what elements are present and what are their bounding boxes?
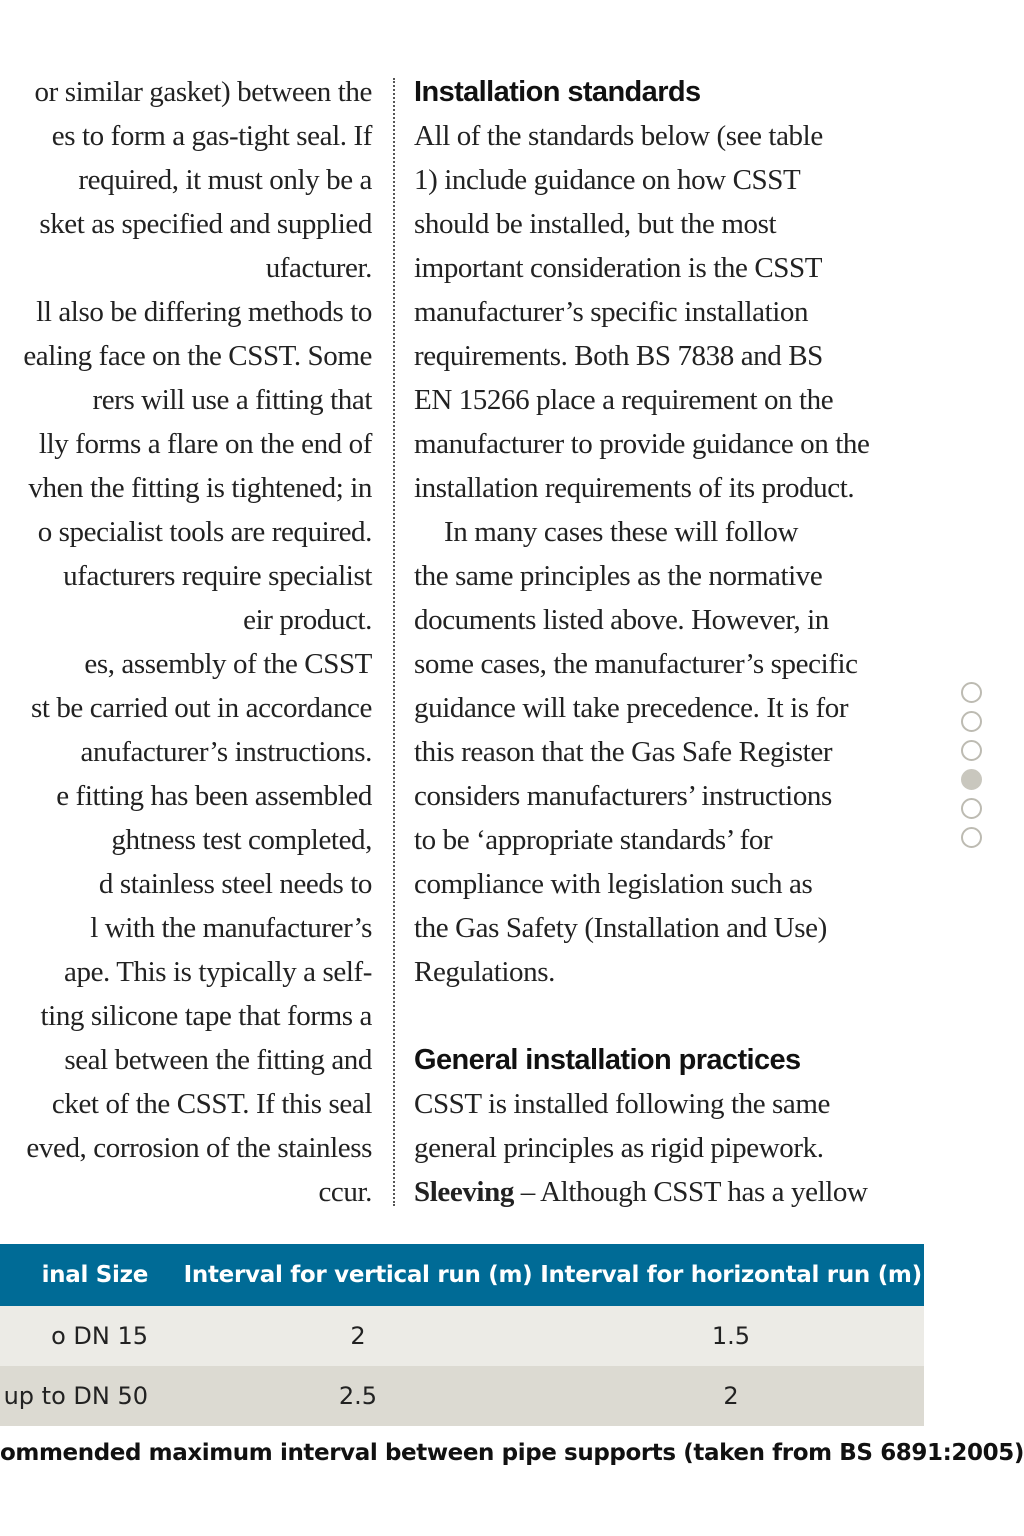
text-line: the Gas Safety (Installation and Use)	[414, 912, 827, 944]
text-line: compliance with legislation such as	[414, 868, 813, 900]
text-line: installation requirements of its product.	[414, 472, 855, 504]
text-line: ape. This is typically a self-	[64, 956, 372, 988]
page-dot[interactable]	[961, 711, 982, 732]
header-nominal-size: inal Size	[41, 1262, 148, 1288]
page-dot[interactable]	[961, 769, 982, 790]
text-line: ting silicone tape that forms a	[40, 1000, 372, 1032]
text-line: the same principles as the normative	[414, 560, 823, 592]
text-line: vhen the fitting is tightened; in	[28, 472, 372, 504]
text-line: In many cases these will follow	[444, 516, 799, 548]
text-line: es, assembly of the CSST	[84, 648, 372, 680]
section-heading-installation-standards: Installation standards	[414, 76, 701, 108]
text-line: sket as specified and supplied	[39, 208, 372, 240]
table-cell-size: o DN 15	[51, 1322, 148, 1350]
text-line: manufacturer to provide guidance on the	[414, 428, 870, 460]
text-line: should be installed, but the most	[414, 208, 777, 240]
sleeving-line	[414, 1170, 934, 1214]
text-line: cket of the CSST. If this seal	[51, 1088, 372, 1120]
page-dot[interactable]	[961, 827, 982, 848]
table-header-row	[0, 1244, 924, 1306]
text-line: ghtness test completed,	[111, 824, 372, 856]
sleeving-text: – Although CSST has a yellow	[513, 1176, 868, 1208]
text-line: manufacturer’s specific installation	[414, 296, 809, 328]
text-line: some cases, the manufacturer’s specific	[414, 648, 858, 680]
text-line: l with the manufacturer’s	[90, 912, 372, 944]
table-cell-size: up to DN 50	[3, 1382, 148, 1410]
installation-standards-paragraph-2	[414, 510, 934, 994]
pipe-support-table	[0, 1244, 924, 1426]
text-line: this reason that the Gas Safe Register	[414, 736, 833, 768]
page-dot[interactable]	[961, 798, 982, 819]
table-caption: ommended maximum interval between pipe supports (taken from BS 6891:2005)	[0, 1440, 1024, 1466]
right-text-column	[414, 70, 934, 1214]
section-heading-general-practices: General installation practices	[414, 1044, 801, 1076]
text-line: rers will use a fitting that	[92, 384, 372, 416]
table-cell-horizontal: 2	[723, 1382, 739, 1410]
text-line: o specialist tools are required.	[37, 516, 372, 548]
text-line: 1) include guidance on how CSST	[414, 164, 801, 196]
text-line: considers manufacturers’ instructions	[414, 780, 832, 812]
text-line: ll also be differing methods to	[36, 296, 372, 328]
text-line: e fitting has been assembled	[56, 780, 372, 812]
text-line: general principles as rigid pipework.	[414, 1132, 824, 1164]
table-cell-vertical: 2.5	[338, 1382, 378, 1410]
text-line: guidance will take precedence. It is for	[414, 692, 849, 724]
text-line: to be ‘appropriate standards’ for	[414, 824, 773, 856]
page-indicator	[961, 682, 987, 856]
page-dot[interactable]	[961, 682, 982, 703]
page-dot[interactable]	[961, 740, 982, 761]
text-line: lly forms a flare on the end of	[38, 428, 372, 460]
table-row	[0, 1306, 924, 1366]
text-line: seal between the fitting and	[64, 1044, 372, 1076]
text-line: Regulations.	[414, 956, 555, 988]
text-line: All of the standards below (see table	[414, 120, 823, 152]
text-line: eir product.	[243, 604, 372, 636]
table-cell-horizontal: 1.5	[711, 1322, 751, 1350]
text-line: ufacturer.	[265, 252, 372, 284]
text-line: d stainless steel needs to	[98, 868, 372, 900]
sleeving-term: Sleeving	[414, 1176, 514, 1208]
text-line: st be carried out in accordance	[30, 692, 372, 724]
text-line: important consideration is the CSST	[414, 252, 823, 284]
column-divider	[393, 78, 395, 1206]
text-line: ealing face on the CSST. Some	[23, 340, 372, 372]
left-text-column	[0, 70, 392, 1210]
text-line: es to form a gas-tight seal. If	[51, 120, 372, 152]
text-line: or similar gasket) between the	[34, 76, 372, 108]
text-line: requirements. Both BS 7838 and BS	[414, 340, 823, 372]
text-line: eved, corrosion of the stainless	[26, 1132, 372, 1164]
text-line: CSST is installed following the same	[414, 1088, 831, 1120]
table-row	[0, 1366, 924, 1426]
text-line: documents listed above. However, in	[414, 604, 829, 636]
text-line: ufacturers require specialist	[63, 560, 372, 592]
section-gap	[414, 994, 934, 1038]
text-line: EN 15266 place a requirement on the	[414, 384, 834, 416]
installation-standards-paragraph-1	[414, 114, 934, 510]
text-line: anufacturer’s instructions.	[80, 736, 372, 768]
header-horizontal-interval: Interval for horizontal run (m)	[540, 1262, 922, 1288]
general-practices-paragraph	[414, 1082, 934, 1170]
text-line: required, it must only be a	[78, 164, 372, 196]
header-vertical-interval: Interval for vertical run (m)	[183, 1262, 533, 1288]
text-line: ccur.	[318, 1176, 372, 1208]
left-text-lines	[0, 70, 372, 1210]
table-cell-vertical: 2	[350, 1322, 366, 1350]
